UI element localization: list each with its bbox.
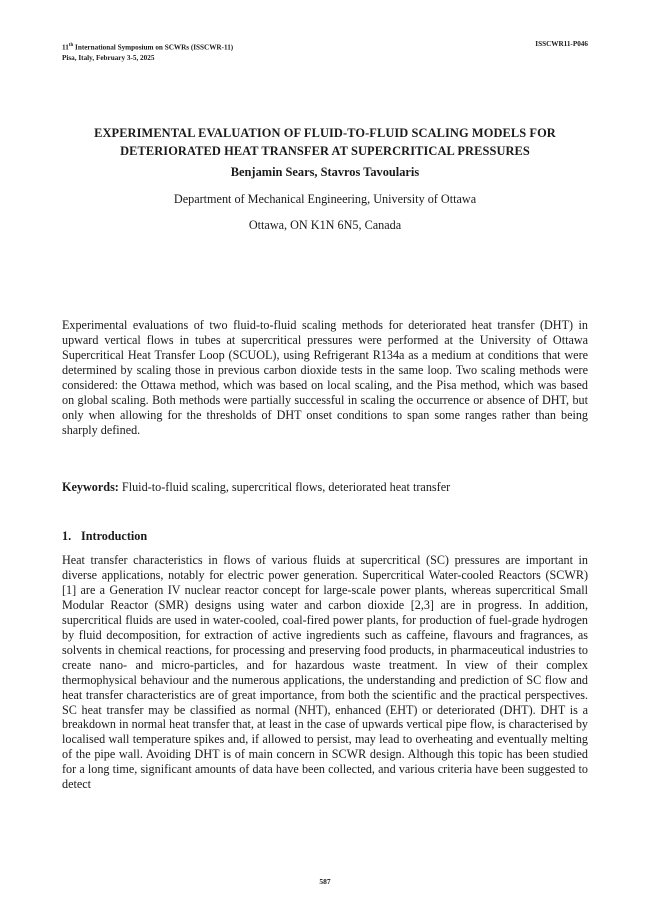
symposium-ordinal-suffix: th — [68, 43, 74, 48]
paper-title — [62, 124, 588, 160]
paper-title-line-2: DETERIORATED HEAT TRANSFER AT SUPERCRITICAL PRESSURES — [120, 144, 530, 158]
page-number: 587 — [319, 877, 331, 886]
symposium-location-date: Pisa, Italy, February 3-5, 2025 — [62, 54, 155, 63]
paper-id: ISSCWR11-P046 — [535, 40, 588, 48]
section-heading — [62, 529, 147, 544]
paper-title-line-1: EXPERIMENTAL EVALUATION OF FLUID-TO-FLUID SCALING MODELS FOR — [94, 126, 556, 140]
symposium-ordinal: 11 — [62, 43, 69, 52]
abstract: Experimental evaluations of two fluid-to-fluid scaling methods for deteriorated heat transfer (DHT) in upward vertical flows in tubes at supercritical pressures were performed at the University of Ottawa Supercritical Heat Transfer Loop (SCUOL), using Refrigerant R134a as a medium at conditions that were determined by scaling those in previous carbon dioxide tests in the same loop. Two scaling methods were considered: the Ottawa method, which was based on local scaling, and the Pisa method, which was based on global scaling. Both methods were partially successful in scaling the occurrence or absence of DHT, but only when allowing for the thresholds of DHT onset conditions to span some ranges rather than being sharply defined. — [62, 318, 588, 437]
section-title: Introduction — [81, 529, 148, 543]
symposium-name — [62, 40, 233, 53]
address: Ottawa, ON K1N 6N5, Canada — [248, 218, 402, 232]
affiliation: Department of Mechanical Engineering, University of Ottawa — [173, 192, 477, 206]
keywords-label: Keywords: — [62, 480, 119, 494]
author-list: Benjamin Sears, Stavros Tavoularis — [230, 165, 420, 179]
keywords — [62, 480, 588, 495]
symposium-title: International Symposium on SCWRs (ISSCWR-11) — [73, 43, 234, 52]
section-number: 1. — [62, 529, 72, 543]
running-header-left — [62, 40, 233, 64]
introduction-paragraph: Heat transfer characteristics in flows of various fluids at supercritical (SC) pressures are important in diverse applications, notably for electric power generation. Supercritical Water-cooled Reactors (SCWR) [1] are a Generation IV nuclear reactor concept for large-scale power plants, whereas supercritical Small Modular Reactor (SMR) designs using water and carbon dioxide [2,3] are in progress. In addition, supercritical fluids are used in water-cooled, coal-fired power plants, for production of fuel-grade hydrogen by fluid decomposition, for extraction of active ingredients such as caffeine, flavours and fragrances, as solvents in chemical reactions, for processing and preserving food products, in pharmaceutical industries to create nano- and micro-particles, and for hazardous waste treatment. In view of their complex thermophysical behaviour and the numerous applications, the understanding and prediction of SC flow and heat transfer characteristics are of great importance, from both the scientific and the practical perspectives. SC heat transfer may be classified as normal (NHT), enhanced (EHT) or deteriorated (DHT). DHT is a breakdown in normal heat transfer that, at least in the case of upwards vertical pipe flow, is characterised by localised wall temperature spikes and, if allowed to persist, may lead to overheating and eventually melting of the pipe wall. Avoiding DHT is of main concern in SCWR design. Although this topic has been studied for a long time, significant amounts of data have been collected, and various criteria have been suggested to detect — [62, 553, 588, 792]
keywords-text: Fluid-to-fluid scaling, supercritical flows, deteriorated heat transfer — [118, 480, 451, 494]
